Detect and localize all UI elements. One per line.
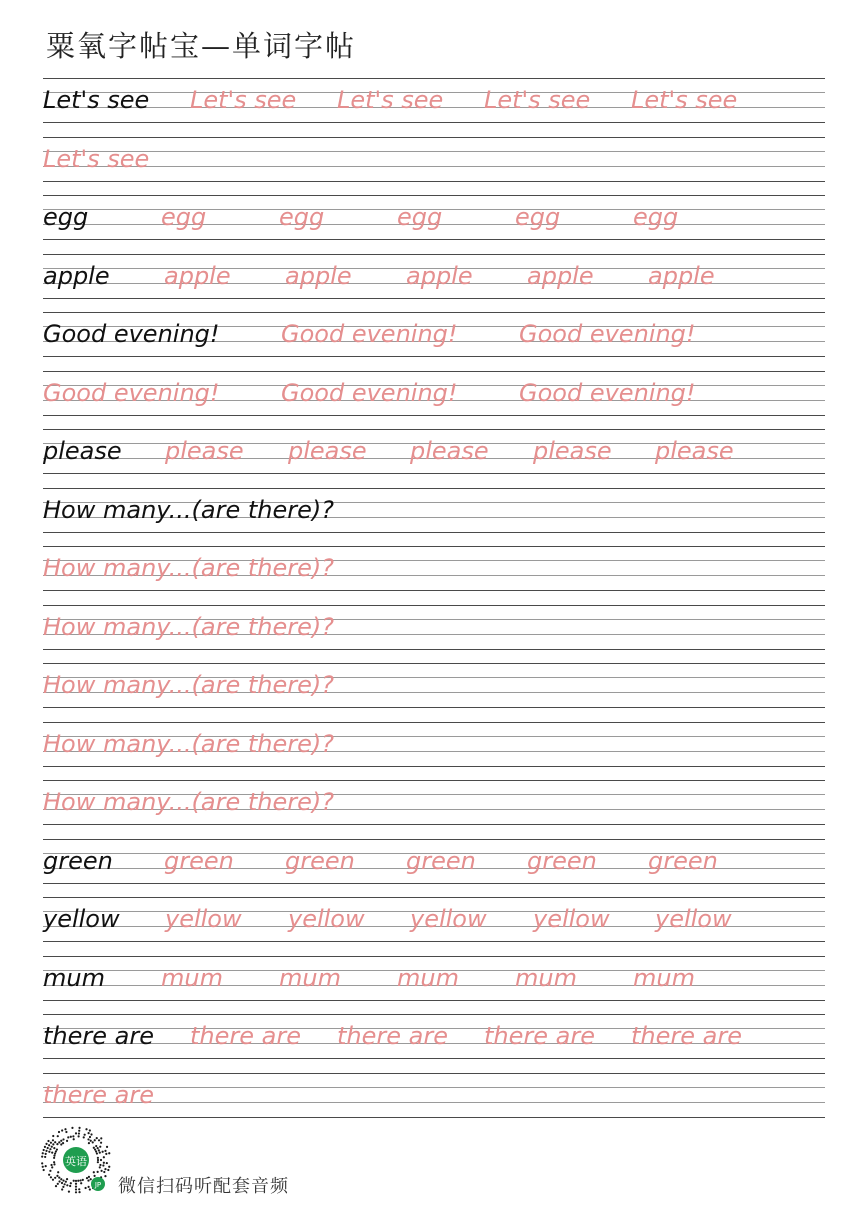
ruling-line — [43, 663, 825, 664]
ruling-line — [43, 1000, 825, 1001]
copybook-row — [43, 956, 825, 1015]
trace-word: mum — [397, 963, 459, 992]
ruling-line — [43, 707, 825, 708]
trace-word: mum — [633, 963, 695, 992]
trace-word: apple — [527, 261, 594, 290]
row-words — [43, 259, 825, 293]
trace-word: mum — [279, 963, 341, 992]
trace-word: mum — [515, 963, 577, 992]
qr-corner-label: JP — [94, 1181, 102, 1189]
model-word: yellow — [43, 905, 120, 933]
trace-word: egg — [515, 203, 561, 231]
trace-word: there are — [43, 1080, 154, 1109]
ruling-line — [43, 1014, 825, 1015]
copybook-row — [43, 195, 825, 254]
trace-word: Let's see — [337, 86, 444, 114]
ruling-line — [43, 298, 825, 299]
copybook-row — [43, 897, 825, 956]
trace-word: yellow — [533, 905, 610, 933]
ruling-line — [43, 1058, 825, 1059]
ruling-line — [43, 839, 825, 840]
ruling-line — [43, 532, 825, 533]
row-words — [43, 142, 825, 176]
row-words — [43, 727, 825, 761]
copybook-row — [43, 663, 825, 722]
trace-word: Let's see — [484, 86, 591, 114]
copybook-row — [43, 429, 825, 488]
row-words — [43, 785, 825, 819]
ruling-line — [43, 590, 825, 591]
trace-word: there are — [484, 1022, 595, 1050]
ruling-line — [43, 488, 825, 489]
trace-word: Let's see — [631, 86, 738, 114]
ruling-line — [43, 897, 825, 898]
row-words — [43, 434, 825, 468]
trace-word: please — [410, 437, 489, 465]
copybook-row — [43, 722, 825, 781]
trace-word: please — [533, 437, 612, 465]
ruling-line — [43, 883, 825, 884]
row-words — [43, 317, 825, 351]
ruling-line — [43, 473, 825, 474]
trace-word: green — [164, 846, 234, 875]
trace-word: Let's see — [190, 86, 297, 114]
qr-code-icon[interactable] — [40, 1126, 112, 1198]
trace-word: How many...(are there)? — [43, 788, 334, 816]
trace-word: yellow — [655, 905, 732, 933]
ruling-line — [43, 195, 825, 196]
copybook-rows — [43, 78, 825, 1118]
trace-word: Good evening! — [519, 378, 696, 407]
row-words — [43, 83, 825, 117]
ruling-line — [43, 371, 825, 372]
copybook-row — [43, 605, 825, 664]
trace-word: there are — [190, 1022, 301, 1050]
ruling-line — [43, 941, 825, 942]
ruling-line — [43, 722, 825, 723]
ruling-line — [43, 605, 825, 606]
ruling-line — [43, 356, 825, 357]
ruling-line — [43, 429, 825, 430]
ruling-line — [43, 415, 825, 416]
row-words — [43, 551, 825, 585]
qr-caption: 微信扫码听配套音频 — [118, 1176, 289, 1197]
copybook-row — [43, 839, 825, 898]
ruling-line — [43, 546, 825, 547]
ruling-line — [43, 122, 825, 123]
model-word: mum — [43, 963, 105, 992]
trace-word: please — [288, 437, 367, 465]
ruling-line — [43, 766, 825, 767]
row-words — [43, 902, 825, 936]
page-title: 粟氧字帖宝—单词字帖 — [46, 29, 357, 63]
trace-word: apple — [406, 261, 473, 290]
row-words — [43, 200, 825, 234]
ruling-line — [43, 137, 825, 138]
trace-word: Good evening! — [281, 378, 458, 407]
trace-word: How many...(are there)? — [43, 729, 334, 758]
trace-word: there are — [631, 1022, 742, 1050]
trace-word: Good evening! — [281, 320, 458, 348]
row-words — [43, 961, 825, 995]
ruling-line — [43, 312, 825, 313]
trace-word: green — [527, 846, 597, 875]
model-word: green — [43, 846, 113, 875]
copybook-row — [43, 254, 825, 313]
ruling-line — [43, 780, 825, 781]
trace-word: yellow — [410, 905, 487, 933]
trace-word: green — [406, 846, 476, 875]
trace-word: egg — [633, 203, 679, 231]
model-word: egg — [43, 203, 89, 231]
row-words — [43, 844, 825, 878]
model-word: there are — [43, 1022, 154, 1050]
trace-word: please — [655, 437, 734, 465]
trace-word: there are — [337, 1022, 448, 1050]
ruling-line — [43, 239, 825, 240]
copybook-row — [43, 546, 825, 605]
ruling-line — [43, 254, 825, 255]
ruling-line — [43, 1073, 825, 1074]
row-words — [43, 668, 825, 702]
trace-word: egg — [279, 203, 325, 231]
ruling-line — [43, 78, 825, 79]
row-words — [43, 493, 825, 527]
trace-word: egg — [397, 203, 443, 231]
model-word: Good evening! — [43, 320, 220, 348]
trace-word: apple — [648, 261, 715, 290]
row-words — [43, 610, 825, 644]
ruling-line — [43, 649, 825, 650]
trace-word: Good evening! — [43, 378, 220, 407]
trace-word: yellow — [165, 905, 242, 933]
trace-word: green — [648, 846, 718, 875]
copybook-row — [43, 488, 825, 547]
model-word: apple — [43, 261, 110, 290]
copybook-row — [43, 371, 825, 430]
row-words — [43, 1078, 825, 1112]
row-words — [43, 376, 825, 410]
trace-word: apple — [164, 261, 231, 290]
ruling-line — [43, 181, 825, 182]
model-word: Let's see — [43, 86, 150, 114]
trace-word: How many...(are there)? — [43, 671, 334, 699]
trace-word: green — [285, 846, 355, 875]
trace-word: How many...(are there)? — [43, 554, 334, 582]
trace-word: Let's see — [43, 144, 150, 173]
trace-word: apple — [285, 261, 352, 290]
ruling-line — [43, 824, 825, 825]
trace-word: How many...(are there)? — [43, 612, 334, 641]
trace-word: yellow — [288, 905, 365, 933]
model-word: How many...(are there)? — [43, 495, 334, 524]
copybook-row — [43, 1073, 825, 1132]
copybook-row — [43, 1014, 825, 1073]
qr-badge-label: 英语 — [65, 1155, 87, 1168]
copybook-row — [43, 137, 825, 196]
trace-word: egg — [161, 203, 207, 231]
trace-word: please — [165, 437, 244, 465]
ruling-line — [43, 1117, 825, 1118]
copybook-row — [43, 780, 825, 839]
row-words — [43, 1019, 825, 1053]
ruling-line — [43, 956, 825, 957]
model-word: please — [43, 437, 122, 465]
copybook-row — [43, 78, 825, 137]
copybook-row — [43, 312, 825, 371]
trace-word: mum — [161, 963, 223, 992]
footer — [40, 1126, 440, 1201]
trace-word: Good evening! — [519, 320, 696, 348]
